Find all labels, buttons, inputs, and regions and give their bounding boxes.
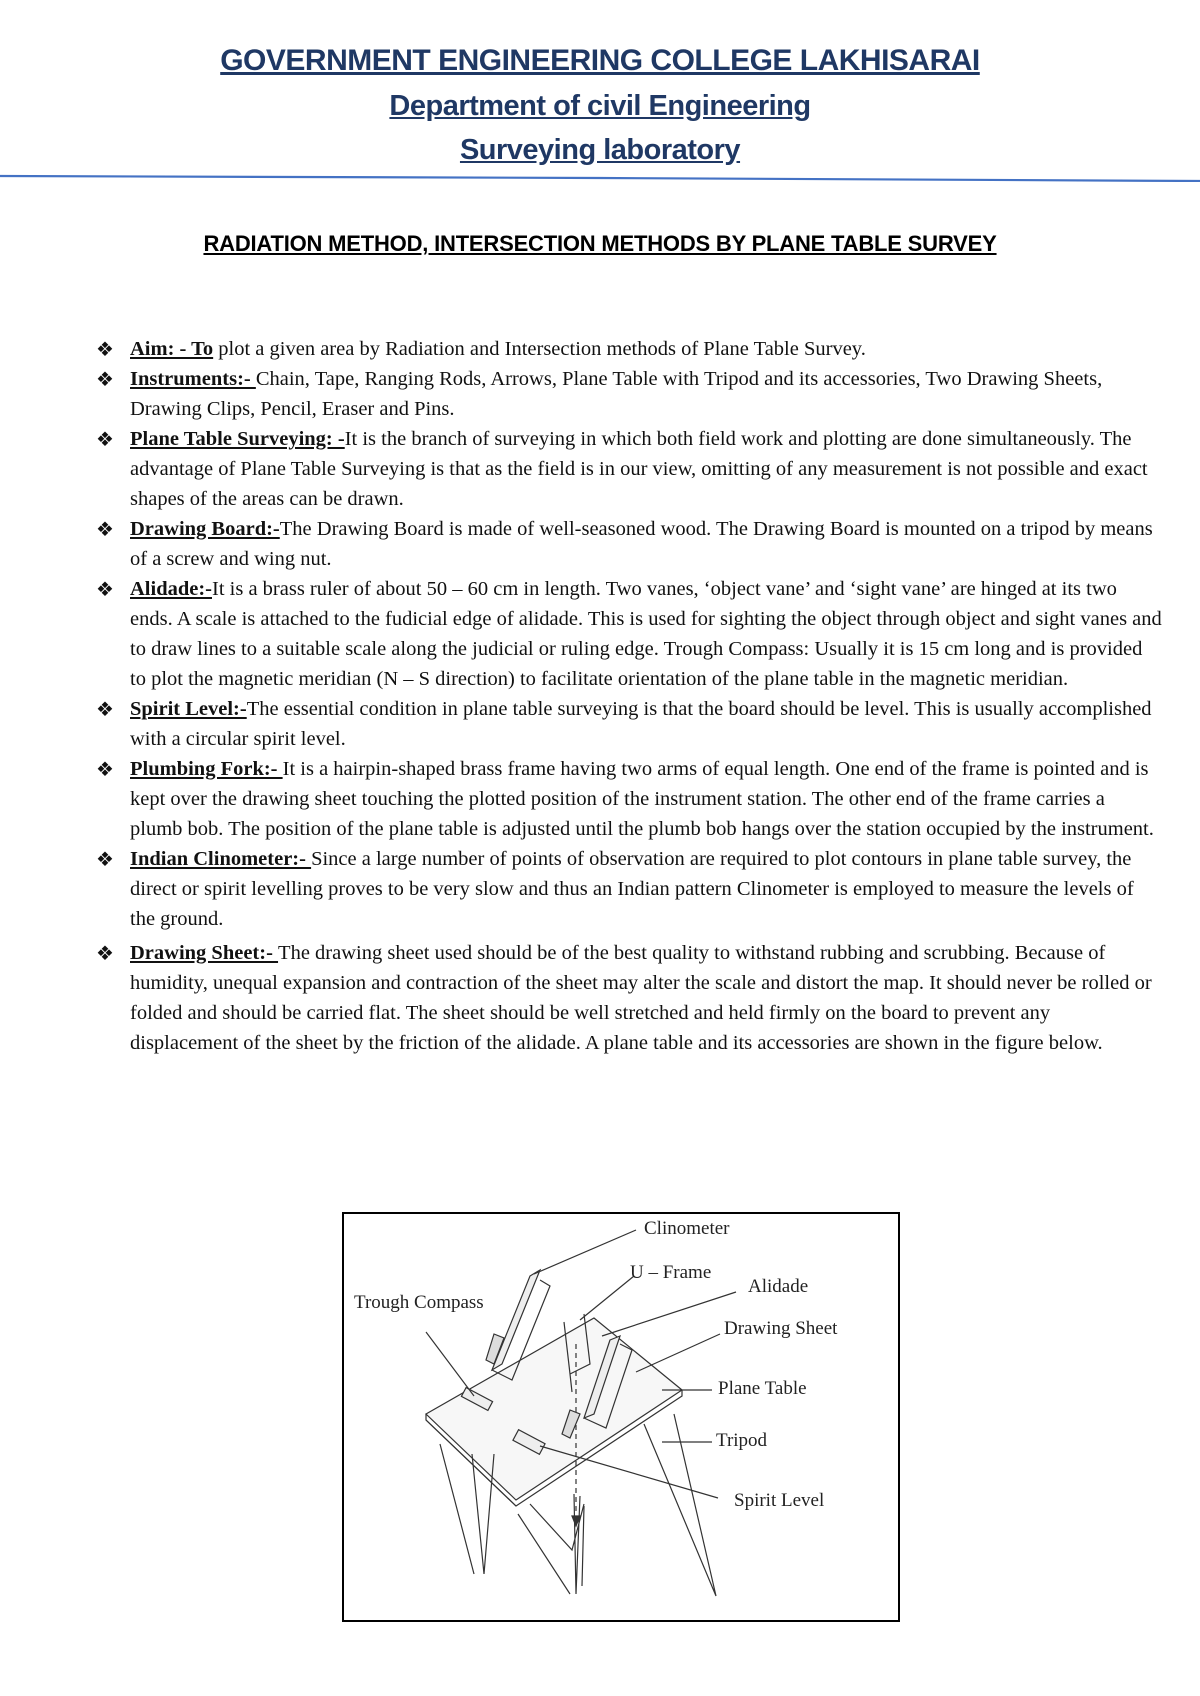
item-term: Drawing Sheet:- (130, 942, 279, 964)
item-term: Aim: - To (130, 338, 214, 360)
list-item (96, 574, 1162, 694)
four-diamond-bullet-icon: ❖ (96, 941, 114, 965)
four-diamond-bullet-icon: ❖ (96, 337, 114, 361)
four-diamond-bullet-icon: ❖ (96, 367, 114, 391)
item-term: Plane Table Surveying: - (130, 428, 345, 450)
item-term: Plumbing Fork:- (130, 758, 283, 780)
four-diamond-bullet-icon: ❖ (96, 757, 114, 781)
item-text: It is a brass ruler of about 50 – 60 cm in length. Two vanes, ‘object vane’ and ‘sight vane’ are hinged at its two ends. A scale is attached to the fudicial edge of alidade. This is used for sighting the object through object and sight vanes and to draw lines to a suitable scale along the judicial or ruling edge. Trough Compass: Usually it is 15 cm long and is provided to plot the magnetic meridian (N – S direction) to facilitate orientation of the plane table in the magnetic meridian. (130, 578, 1162, 690)
label-clinometer: Clinometer (644, 1218, 730, 1239)
item-text: It is a hairpin-shaped brass frame having two arms of equal length. One end of the frame is pointed and is kept over the drawing sheet touching the plotted position of the instrument station. The other end of the frame carries a plumb bob. The position of the plane table is adjusted until the plumb bob hangs over the station occupied by the instrument. (130, 758, 1154, 840)
list-item (96, 938, 1162, 1058)
content-list (96, 334, 1162, 1058)
four-diamond-bullet-icon: ❖ (96, 517, 114, 541)
list-item (96, 754, 1162, 844)
list-item (96, 844, 1162, 934)
label-tripod: Tripod (716, 1430, 768, 1451)
header-rule (0, 174, 1200, 182)
four-diamond-bullet-icon: ❖ (96, 847, 114, 871)
plane-table-figure (342, 1212, 900, 1622)
item-text: plot a given area by Radiation and Intersection methods of Plane Table Survey. (213, 338, 866, 360)
item-term: Indian Clinometer:- (130, 848, 312, 870)
list-item (96, 424, 1162, 514)
four-diamond-bullet-icon: ❖ (96, 577, 114, 601)
item-text: It is the branch of surveying in which both field work and plotting are done simultaneously. The advantage of Plane Table Surveying is that as the field is in our view, omitting of any measurement is not possible and exact shapes of the areas can be drawn. (130, 428, 1148, 510)
label-alidade: Alidade (748, 1276, 809, 1297)
label-trough-compass: Trough Compass (354, 1292, 484, 1313)
college-name: GOVERNMENT ENGINEERING COLLEGE LAKHISARAI (220, 44, 980, 77)
item-term: Alidade:- (130, 578, 212, 600)
department-name: Department of civil Engineering (389, 90, 811, 122)
four-diamond-bullet-icon: ❖ (96, 697, 114, 721)
lab-name: Surveying laboratory (459, 134, 741, 166)
plane-table-board (426, 1318, 682, 1500)
item-term: Spirit Level:- (130, 698, 247, 720)
list-item (96, 334, 1162, 364)
label-plane-table: Plane Table (718, 1378, 807, 1399)
list-item (96, 694, 1162, 754)
item-text: The essential condition in plane table surveying is that the board should be level. This is usually accomplished with a circular spirit level. (130, 698, 1152, 750)
list-item (96, 514, 1162, 574)
label-spirit-level: Spirit Level (734, 1490, 825, 1511)
item-term: Instruments:- (130, 368, 256, 390)
plane-table-drawing (344, 1214, 898, 1620)
four-diamond-bullet-icon: ❖ (96, 427, 114, 451)
item-term: Drawing Board:- (130, 518, 280, 540)
label-u-frame: U – Frame (630, 1262, 712, 1283)
item-text: Since a large number of points of observation are required to plot contours in plane table survey, the direct or spirit levelling proves to be very slow and thus an Indian pattern Clinometer is employed to measure the levels of the ground. (130, 848, 1134, 930)
list-item (96, 364, 1162, 424)
experiment-title: RADIATION METHOD, INTERSECTION METHODS BY PLANE TABLE SURVEY (203, 231, 997, 256)
item-text: Chain, Tape, Ranging Rods, Arrows, Plane Table with Tripod and its accessories, Two Drawing Sheets, Drawing Clips, Pencil, Eraser and Pins. (130, 368, 1103, 420)
item-text: The Drawing Board is made of well-seasoned wood. The Drawing Board is mounted on a tripod by means of a screw and wing nut. (130, 518, 1153, 570)
label-drawing-sheet: Drawing Sheet (724, 1318, 838, 1339)
item-text: The drawing sheet used should be of the best quality to withstand rubbing and scrubbing. Because of humidity, unequal expansion and contraction of the sheet may alter the scale and distort the map. It should never be rolled or folded and should be carried flat. The sheet should be well stretched and held firmly on the board to prevent any displacement of the sheet by the friction of the alidade. A plane table and its accessories are shown in the figure below. (130, 942, 1152, 1054)
